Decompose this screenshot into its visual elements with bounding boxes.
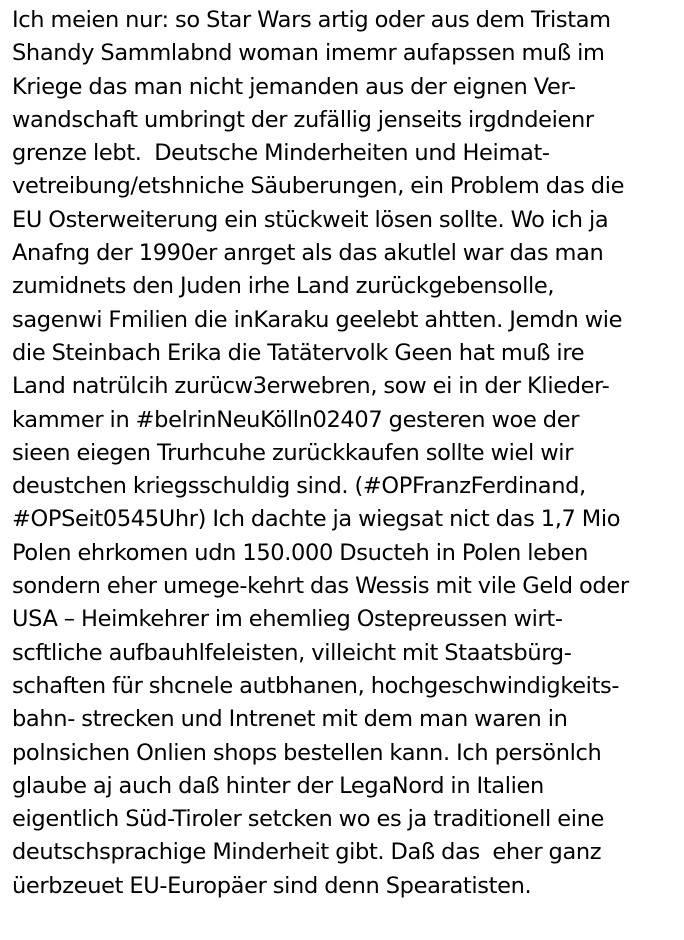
- text-line: grenze lebt. Deutsche Minderheiten und Heimat-: [12, 140, 550, 167]
- text-line: EU Osterweiterung ein stückweit lösen sollte. Wo ich ja: [12, 206, 609, 233]
- text-line: sondern eher umege-kehrt das Wessis mit vile Geld oder: [12, 573, 629, 600]
- text-line: deustchen kriegsschuldig sind. (#OPFranzFerdinand,: [12, 473, 586, 500]
- text-line: Anafng der 1990er anrget als das akutlel war das man: [12, 240, 604, 267]
- text-line: die Steinbach Erika die Tatätervolk Geen hat muß ire: [12, 339, 585, 366]
- text-line: glaube aj auch daß hinter der LegaNord in Italien: [12, 772, 544, 799]
- text-line: Shandy Sammlabnd woman imemr aufapssen muß im: [12, 40, 605, 67]
- text-line: Polen ehrkomen udn 150.000 Dsucteh in Polen leben: [12, 539, 588, 566]
- text-line: #OPSeit0545Uhr) Ich dachte ja wiegsat nict das 1,7 Mio: [12, 506, 621, 533]
- text-line: deutschsprachige Minderheit gibt. Daß das eher ganz: [12, 839, 602, 866]
- text-line: kammer in #belrinNeuKölln02407 gesteren woe der: [12, 406, 580, 433]
- text-line: zumidnets den Juden irhe Land zurückgebensolle,: [12, 273, 555, 300]
- text-line: vetreibung/etshniche Säuberungen, ein Problem das die: [12, 173, 625, 200]
- text-line: sieen eiegen Trurhcuhe zurückkaufen sollte wiel wir: [12, 439, 574, 466]
- text-line: sagenwi Fmilien die inKaraku geelebt ahtten. Jemdn wie: [12, 306, 623, 333]
- text-line: üerbzeuet EU-Europäer sind denn Spearatisten.: [12, 872, 532, 899]
- text-line: Kriege das man nicht jemanden aus der eignen Ver-: [12, 73, 576, 100]
- text-line: USA – Heimkehrer im ehemlieg Ostepreussen wirt-: [12, 606, 563, 633]
- text-line: bahn- strecken und Intrenet mit dem man waren in: [12, 706, 568, 733]
- text-line: scftliche aufbauhlfeleisten, villeicht mit Staatsbürg-: [12, 639, 572, 666]
- body-text: [12, 4, 680, 903]
- text-line: Land natrülcih zurücw3erwebren, sow ei in der Klieder-: [12, 373, 610, 400]
- text-line: schaften für shcnele autbhanen, hochgeschwindigkeits-: [12, 672, 620, 699]
- text-line: Ich meien nur: so Star Wars artig oder aus dem Tristam: [12, 7, 611, 33]
- text-line: wandschaft umbringt der zufällig jenseits irgdndeienr: [12, 106, 594, 133]
- text-line: eigentlich Süd-Tiroler setcken wo es ja traditionell eine: [12, 806, 604, 833]
- text-line: polnsichen Onlien shops bestellen kann. Ich persönlch: [12, 739, 602, 766]
